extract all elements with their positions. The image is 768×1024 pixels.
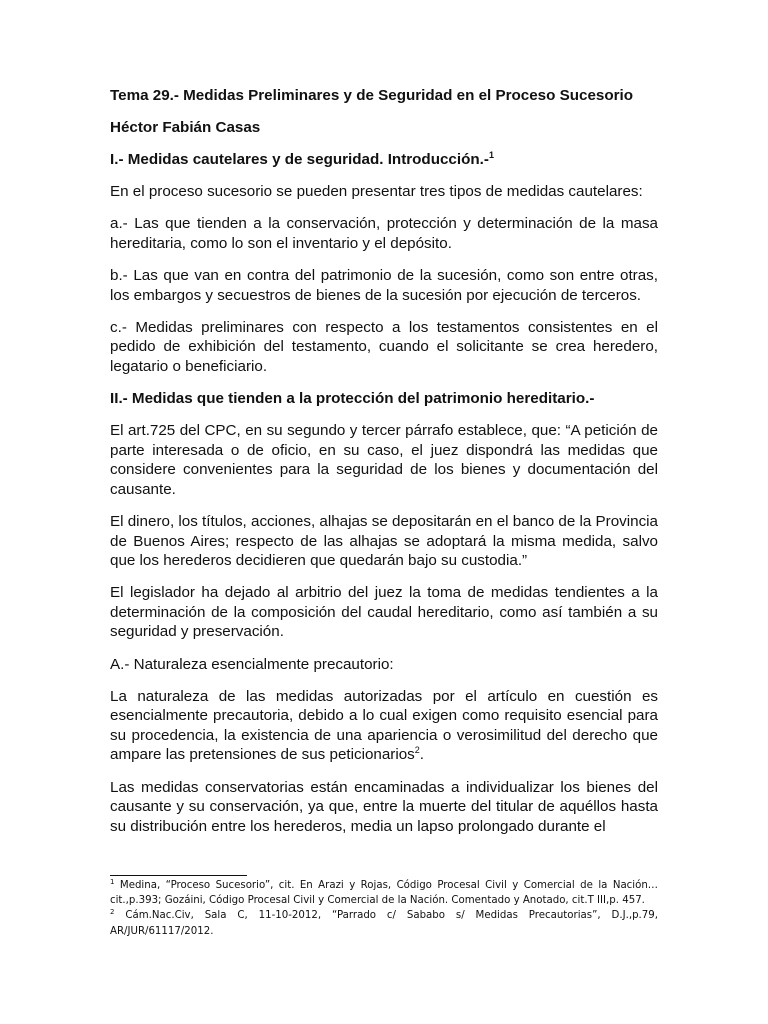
paragraph-item-c: c.- Medidas preliminares con respecto a los testamentos consistentes en el pedido de exhibición del testamento, cuando el solicitante se crea heredero, legatario o beneficiario. [110,318,658,375]
author-name: Héctor Fabián Casas [110,119,261,137]
footnote-2-text: Cám.Nac.Civ, Sala C, 11-10-2012, “Parrado c/ Sababo s/ Medidas Precautorias”, D.J.,p.79, AR/JUR/61117/2012. [110,910,658,937]
paragraph-naturaleza-end: . [419,746,425,764]
footnote-2 [110,908,658,938]
footnote-1 [110,878,658,908]
paragraph-legislador: El legislador ha dejado al arbitrio del juez la toma de medidas tendientes a la determinación de la composición del caudal hereditario, como así también a su seguridad y preservación. [110,584,658,641]
section-heading-1 [110,150,658,170]
footnote-ref-1: 1 [488,150,494,161]
document-body [110,86,658,836]
section-heading-2: II.- Medidas que tienden a la protección del patrimonio hereditario.- [110,390,595,408]
paragraph-item-b: b.- Las que van en contra del patrimonio de la sucesión, como son entre otras, los embargos y secuestros de bienes de la sucesión por ejecución de terceros. [110,267,658,304]
footnotes [110,878,658,939]
subsection-heading-a: A.- Naturaleza esencialmente precautorio: [110,655,394,673]
paragraph-medidas-conservatorias: Las medidas conservatorias están encaminadas a individualizar los bienes del causante y su conservación, ya que, entre la muerte del titular de aquéllos hasta su distribución entre los herederos, media un lapso prolongado durante el [110,778,658,835]
footnote-ref-2: 2 [414,745,420,756]
paragraph-item-a: a.- Las que tienden a la conservación, protección y determinación de la masa hereditaria, como lo son el inventario y el depósito. [110,215,658,252]
footnote-separator [110,875,247,876]
footnote-2-number: 2 [110,908,115,917]
paragraph-dinero: El dinero, los títulos, acciones, alhajas se depositarán en el banco de la Provincia de Buenos Aires; respecto de las alhajas se adoptará la misma medida, salvo que los herederos decidieren que quedarán bajo su custodia.” [110,513,658,570]
paragraph-article-725: El art.725 del CPC, en su segundo y tercer párrafo establece, que: “A petición de parte interesada o de oficio, en su caso, el juez dispondrá las medidas que considere convenientes para la seguridad de los bienes y documentación del causante. [110,422,658,498]
paragraph-intro: En el proceso sucesorio se pueden presentar tres tipos de medidas cautelares: [110,183,643,201]
paragraph-naturaleza [110,687,658,765]
footnote-1-number: 1 [110,878,115,886]
section-heading-1-text: I.- Medidas cautelares y de seguridad. Introducción.- [110,151,489,169]
footnote-1-text: Medina, “Proceso Sucesorio”, cit. En Arazi y Rojas, Código Procesal Civil y Comercial de la Nación… cit.,p.393; Gozáini, Código Procesal Civil y Comercial de la Nación. Comentado y Anotado, cit.T III,p. 457. [110,880,658,907]
document-title: Tema 29.- Medidas Preliminares y de Seguridad en el Proceso Sucesorio [110,87,634,104]
paragraph-naturaleza-text: La naturaleza de las medidas autorizadas por el artículo en cuestión es esencialmente precautoria, debido a lo cual exigen como requisito esencial para su procedencia, la existencia de una apariencia o verosimilitud del derecho que ampare las pretensiones de sus peticionarios [110,687,658,764]
